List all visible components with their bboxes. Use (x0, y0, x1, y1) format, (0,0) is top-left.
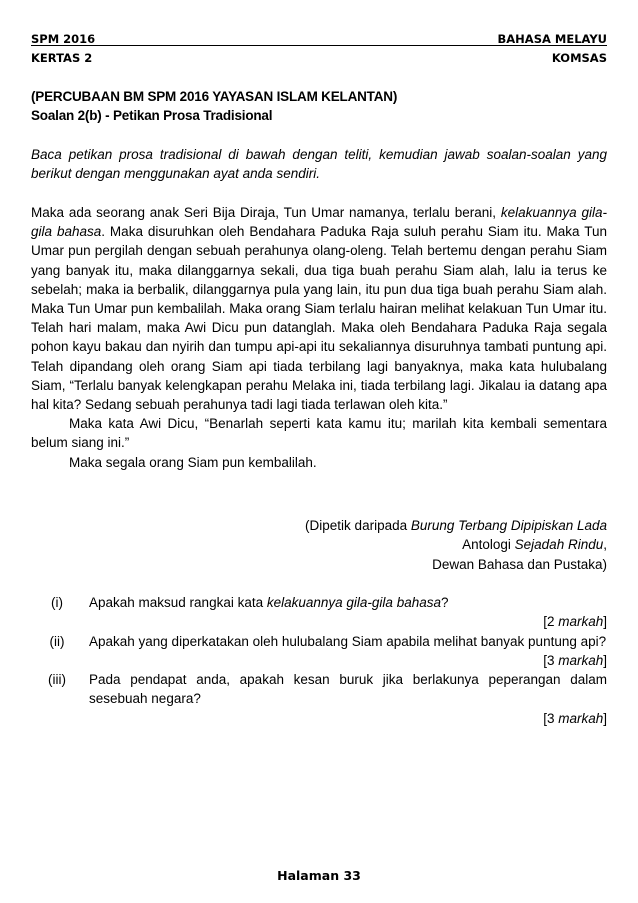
question-marks: [3 markah] (543, 652, 607, 668)
question-title: Soalan 2(b) - Petikan Prosa Tradisional (31, 108, 273, 123)
page-number: Halaman 33 (277, 868, 361, 883)
header-subject: BAHASA MELAYU (497, 32, 607, 46)
source-line-1: (Dipetik daripada Burung Terbang Dipipiskan Lada (305, 518, 607, 533)
exam-title: (PERCUBAAN BM SPM 2016 YAYASAN ISLAM KELANTAN) (31, 89, 398, 104)
header-top-row (31, 32, 607, 46)
question-text: Pada pendapat anda, apakah kesan buruk jika berlakunya peperangan dalam sesebuah negara? (89, 672, 607, 707)
question-number: (iii) (48, 672, 66, 688)
header-paper: KERTAS 2 (31, 51, 93, 65)
question-text: Apakah yang diperkatakan oleh hulubalang Siam apabila melihat banyak puntung api? (89, 633, 607, 649)
question-item (31, 632, 607, 671)
passage-emphasis: kelakuannya gila-gila bahasa (31, 205, 607, 240)
question-number: (ii) (49, 633, 65, 649)
question-list (31, 593, 607, 728)
header-section: KOMSAS (551, 51, 607, 65)
header-bottom-row (31, 51, 607, 65)
source-citation (305, 516, 607, 574)
passage-paragraph-2: Maka kata Awi Dicu, “Benarlah seperti kata kamu itu; marilah kita kembali sementara belum siang ini.” (31, 416, 607, 451)
question-marks: [3 markah] (543, 710, 607, 726)
source-line-3: Dewan Bahasa dan Pustaka) (432, 556, 607, 572)
question-marks: [2 markah] (543, 614, 607, 630)
header-divider (31, 45, 607, 46)
source-line-2: Antologi Sejadah Rindu, (462, 537, 607, 553)
question-item (31, 670, 607, 728)
question-item (31, 593, 607, 632)
passage-paragraph-1: Maka ada seorang anak Seri Bija Diraja, Tun Umar namanya, terlalu berani, kelakuannya gila-gila bahasa. Maka disuruhkan oleh Bendahara Paduka Raja suluh perahu Siam itu. Maka Tun Umar pun pergilah dengan sebuah perahunya olang-oleng. Telah bertemu dengan perahu Siam yang banyak itu, maka dilanggarnya sekali, dua tiga buah perahu Siam alah, lalu ia terus ke sebelah; maka ia berbalik, dilanggarnya pula yang lain, itu pun dua tiga buah perahu Siam alah. Maka Tun Umar pun kembalilah. Maka orang Siam terlalu hairan melihat kelakuan Tun Umar itu. Telah hari malam, maka Awi Dicu pun datanglah. Maka oleh Bendahara Paduka Raja segala pohon kayu bakau dan nyirih dan tumpu api-api itu sekaliannya disuruhnya tambati puntung api. Telah dipandang oleh orang Siam api tiada terbilang lagi banyaknya, maka kata hulubalang Siam, “Terlalu banyak kelengkapan perahu Melaka ini, tiada terbilang lagi. Jikalau ia datang apa hal kita? Sedang sebuah perahunya tadi lagi tiada terlawan oleh kita.” (31, 205, 607, 413)
instruction-text: Baca petikan prosa tradisional di bawah dengan teliti, kemudian jawab soalan-soalan yang berikut dengan menggunakan ayat anda sendiri. (31, 147, 607, 181)
header-exam-year: SPM 2016 (31, 32, 96, 46)
passage-paragraph-3: Maka segala orang Siam pun kembalilah. (69, 454, 317, 470)
question-text: Apakah maksud rangkai kata kelakuannya gila-gila bahasa? (89, 595, 449, 610)
prose-passage (31, 203, 607, 472)
question-number: (i) (51, 595, 63, 610)
